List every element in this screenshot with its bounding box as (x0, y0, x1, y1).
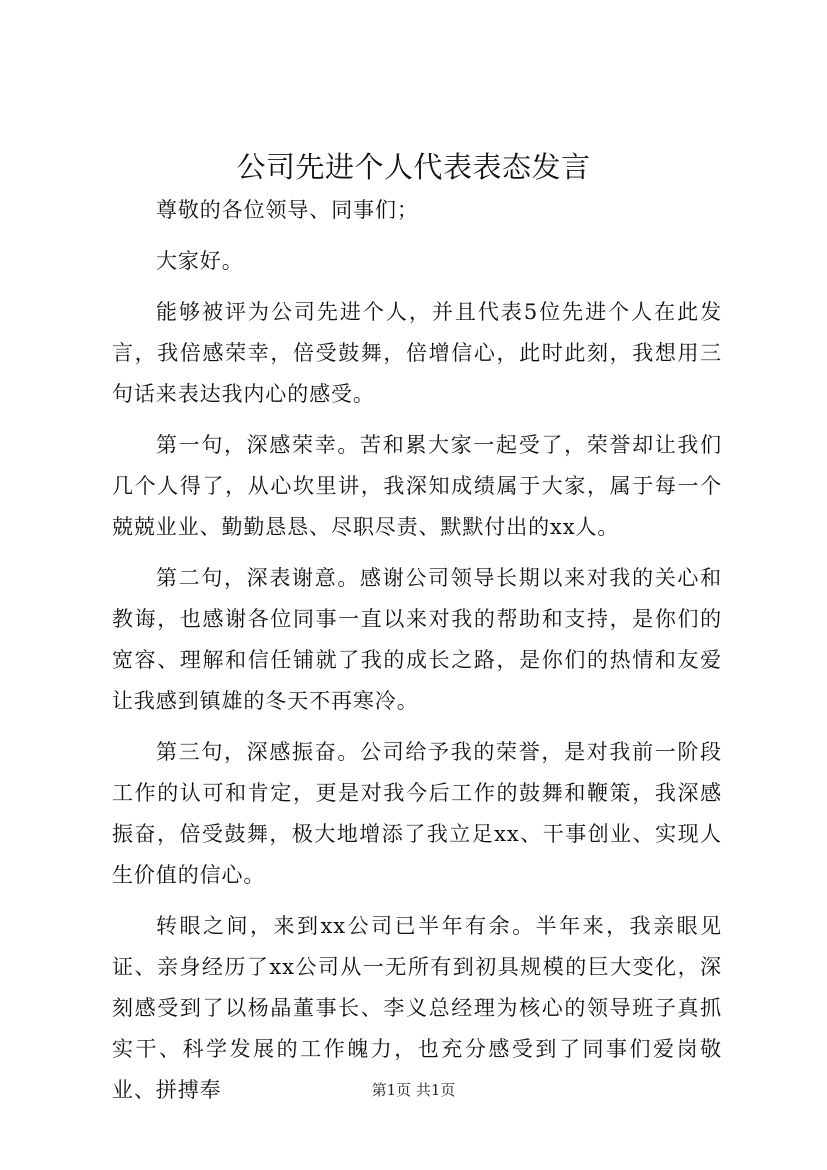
document-title: 公司先进个人代表表态发言 (236, 150, 591, 184)
document-body (112, 190, 722, 1121)
first-point-paragraph: 第一句，深感荣幸。苦和累大家一起受了，荣誉却让我们几个人得了，从心坎里讲，我深知成绩属于大家，属于每一个兢兢业业、勤勤恳恳、尽职尽责、默默付出的xx人。 (112, 433, 722, 539)
page-number-footer: 第1页 共1页 (371, 1081, 456, 1099)
greeting-paragraph: 大家好。 (156, 249, 244, 273)
intro-paragraph: 能够被评为公司先进个人，并且代表5位先进个人在此发言，我倍感荣幸，倍受鼓舞，倍增信心，此时此刻，我想用三句话来表达我内心的感受。 (112, 300, 722, 406)
third-point-paragraph: 第三句，深感振奋。公司给予我的荣誉，是对我前一阶段工作的认可和肯定，更是对我今后工作的鼓舞和鞭策，我深感振奋，倍受鼓舞，极大地增添了我立足xx、干事创业、实现人生价值的信心。 (112, 740, 722, 887)
closing-paragraph: 转眼之间，来到xx公司已半年有余。半年来，我亲眼见证、亲身经历了xx公司从一无所有到初具规模的巨大变化，深刻感受到了以杨晶董事长、李义总经理为核心的领导班子真抓实干、科学发展的工作魄力，也充分感受到了同事们爱岗敬业、拼搏奉 (112, 914, 722, 1102)
second-point-paragraph: 第二句，深表谢意。感谢公司领导长期以来对我的关心和教诲，也感谢各位同事一直以来对我的帮助和支持，是你们的宽容、理解和信任铺就了我的成长之路，是你们的热情和友爱让我感到镇雄的冬天不再寒冷。 (112, 566, 722, 713)
salutation-paragraph: 尊敬的各位领导、同事们； (156, 198, 419, 222)
